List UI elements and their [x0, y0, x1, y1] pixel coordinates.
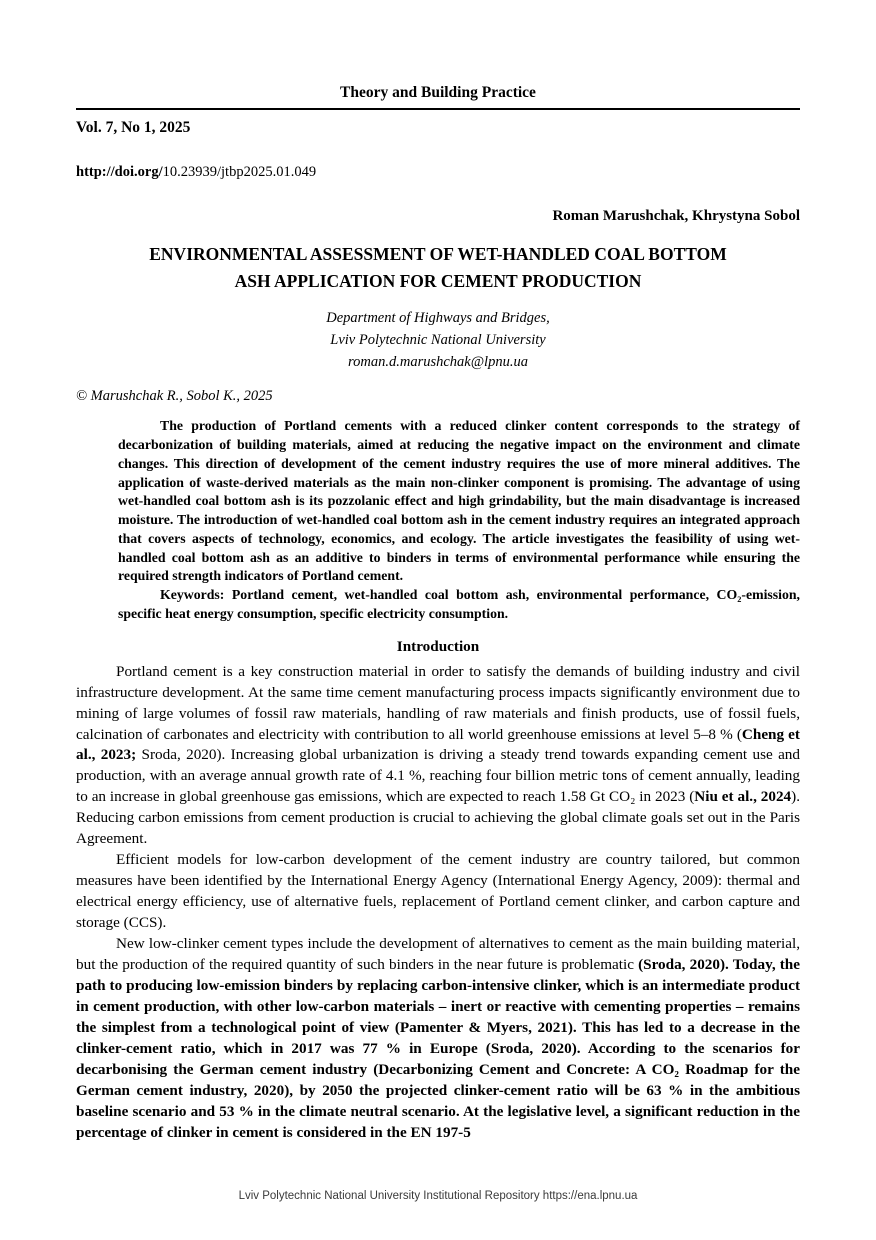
intro-paragraph-3 — [76, 934, 800, 1144]
doi-prefix: http://doi.org/ — [76, 164, 163, 180]
affiliation-block — [76, 307, 800, 373]
paper-title-line-1: ENVIRONMENTAL ASSESSMENT OF WET-HANDLED COAL BOTTOM — [149, 244, 727, 264]
volume-issue: Vol. 7, No 1, 2025 — [76, 119, 191, 136]
paragraph-run: Portland cement is a key construction material in order to satisfy the demands of building industry and civil infrastructure development. At the same time cement manufacturing process impacts significantly environment due to mining of large volumes of fossil raw materials, handling of raw materials and finish products, use of fossil fuels, calcination of carbonates and electricity with contribution to all world greenhouse emissions at level 5–8 % ( — [76, 662, 800, 743]
header-rule — [76, 108, 800, 110]
intro-paragraph-2 — [76, 850, 800, 934]
paragraph-run: Sroda, 2020). Increasing global urbanization is driving a steady trend towards expanding cement use and production, with an average annual growth rate of 4.1 %, reaching four billion metric tons of cement annually, leading to an increase in global greenhouse gas emissions, which are expected to reach 1.58 Gt CO₂ in 2023 ( — [76, 746, 800, 806]
copyright-line: © Marushchak R., Sobol K., 2025 — [76, 388, 273, 405]
author-email[interactable]: roman.d.marushchak@lpnu.ua — [348, 354, 528, 371]
abstract-text: The production of Portland cements with a reduced clinker content corresponds to the strategy of decarbonization of building materials, aimed at reducing the negative impact on the environment and climate changes. This direction of development of the cement industry requires the use of more mineral additives. The application of waste-derived materials as the main non-clinker component is promising. The advantage of using wet-handled coal bottom ash is its pozzolanic effect and high grindability, but the main disadvantage is increased moisture. The introduction of wet-handled coal bottom ash in the cement industry requires an integrated approach that covers aspects of technology, economics, and ecology. The article investigates the feasibility of using wet-handled coal bottom ash as an additive to binders in terms of environmental performance while ensuring the required strength indicators of Portland cement. — [118, 418, 800, 584]
doi-line[interactable] — [76, 164, 800, 181]
citation-run: Niu et al., 2024 — [694, 788, 792, 806]
affiliation-department: Department of Highways and Bridges, — [326, 310, 550, 327]
abstract-block — [118, 417, 800, 623]
paragraph-run: ). Reducing carbon emissions from cement production is crucial to achieving the global climate goals set out in the Paris Agreement. — [76, 788, 801, 848]
authors-line: Roman Marushchak, Khrystyna Sobol — [552, 208, 800, 224]
repository-footer: Lviv Polytechnic National University Institutional Repository https://ena.lpnu.ua — [238, 1190, 638, 1202]
citation-run: Cheng et al., 2023; — [76, 725, 800, 764]
paper-title-line-2: ASH APPLICATION FOR CEMENT PRODUCTION — [234, 271, 642, 292]
journal-header: Theory and Building Practice — [340, 84, 536, 101]
keywords-text: Keywords: Portland cement, wet-handled coal bottom ash, environmental performance, CO₂-emission, specific heat energy consumption, specific electricity consumption. — [118, 587, 800, 621]
affiliation-university: Lviv Polytechnic National University — [330, 332, 546, 349]
doi-number: 10.23939/jtbp2025.01.049 — [162, 164, 317, 180]
paper-title — [76, 241, 800, 295]
intro-paragraph-1 — [76, 662, 800, 851]
section-heading-introduction: Introduction — [396, 637, 480, 655]
paragraph-run-bold: (Sroda, 2020). Today, the path to producing low-emission binders by replacing carbon-intensive clinker, which is an intermediate product in cement production, with other low-carbon materials – inert or reactive with cementing properties – remains the simplest from a technological point of view (Pamenter & Myers, 2021). This has led to a decrease in the clinker-cement ratio, which in 2017 was 77 % in Europe (Sroda, 2020). According to the scenarios for decarbonising the German cement industry (Decarbonizing Cement and Concrete: A CO₂ Roadmap for the German cement industry, 2020), by 2050 the projected clinker-cement ratio will be 63 % in the ambitious baseline scenario and 53 % in the climate neutral scenario. At the legislative level, a significant reduction in the percentage of clinker in cement is considered in the EN 197-5 — [76, 956, 800, 1141]
paragraph-run: New low-clinker cement types include the development of alternatives to cement as the main building material, but the production of the required quantity of such binders in the near future is problematic — [76, 935, 800, 974]
paragraph-run: Efficient models for low-carbon development of the cement industry are country tailored, but common measures have been identified by the International Energy Agency (International Energy Agency, 2009): thermal and electrical energy efficiency, use of alternative fuels, replacement of Portland cement clinker, and carbon capture and storage (CCS). — [76, 851, 800, 932]
